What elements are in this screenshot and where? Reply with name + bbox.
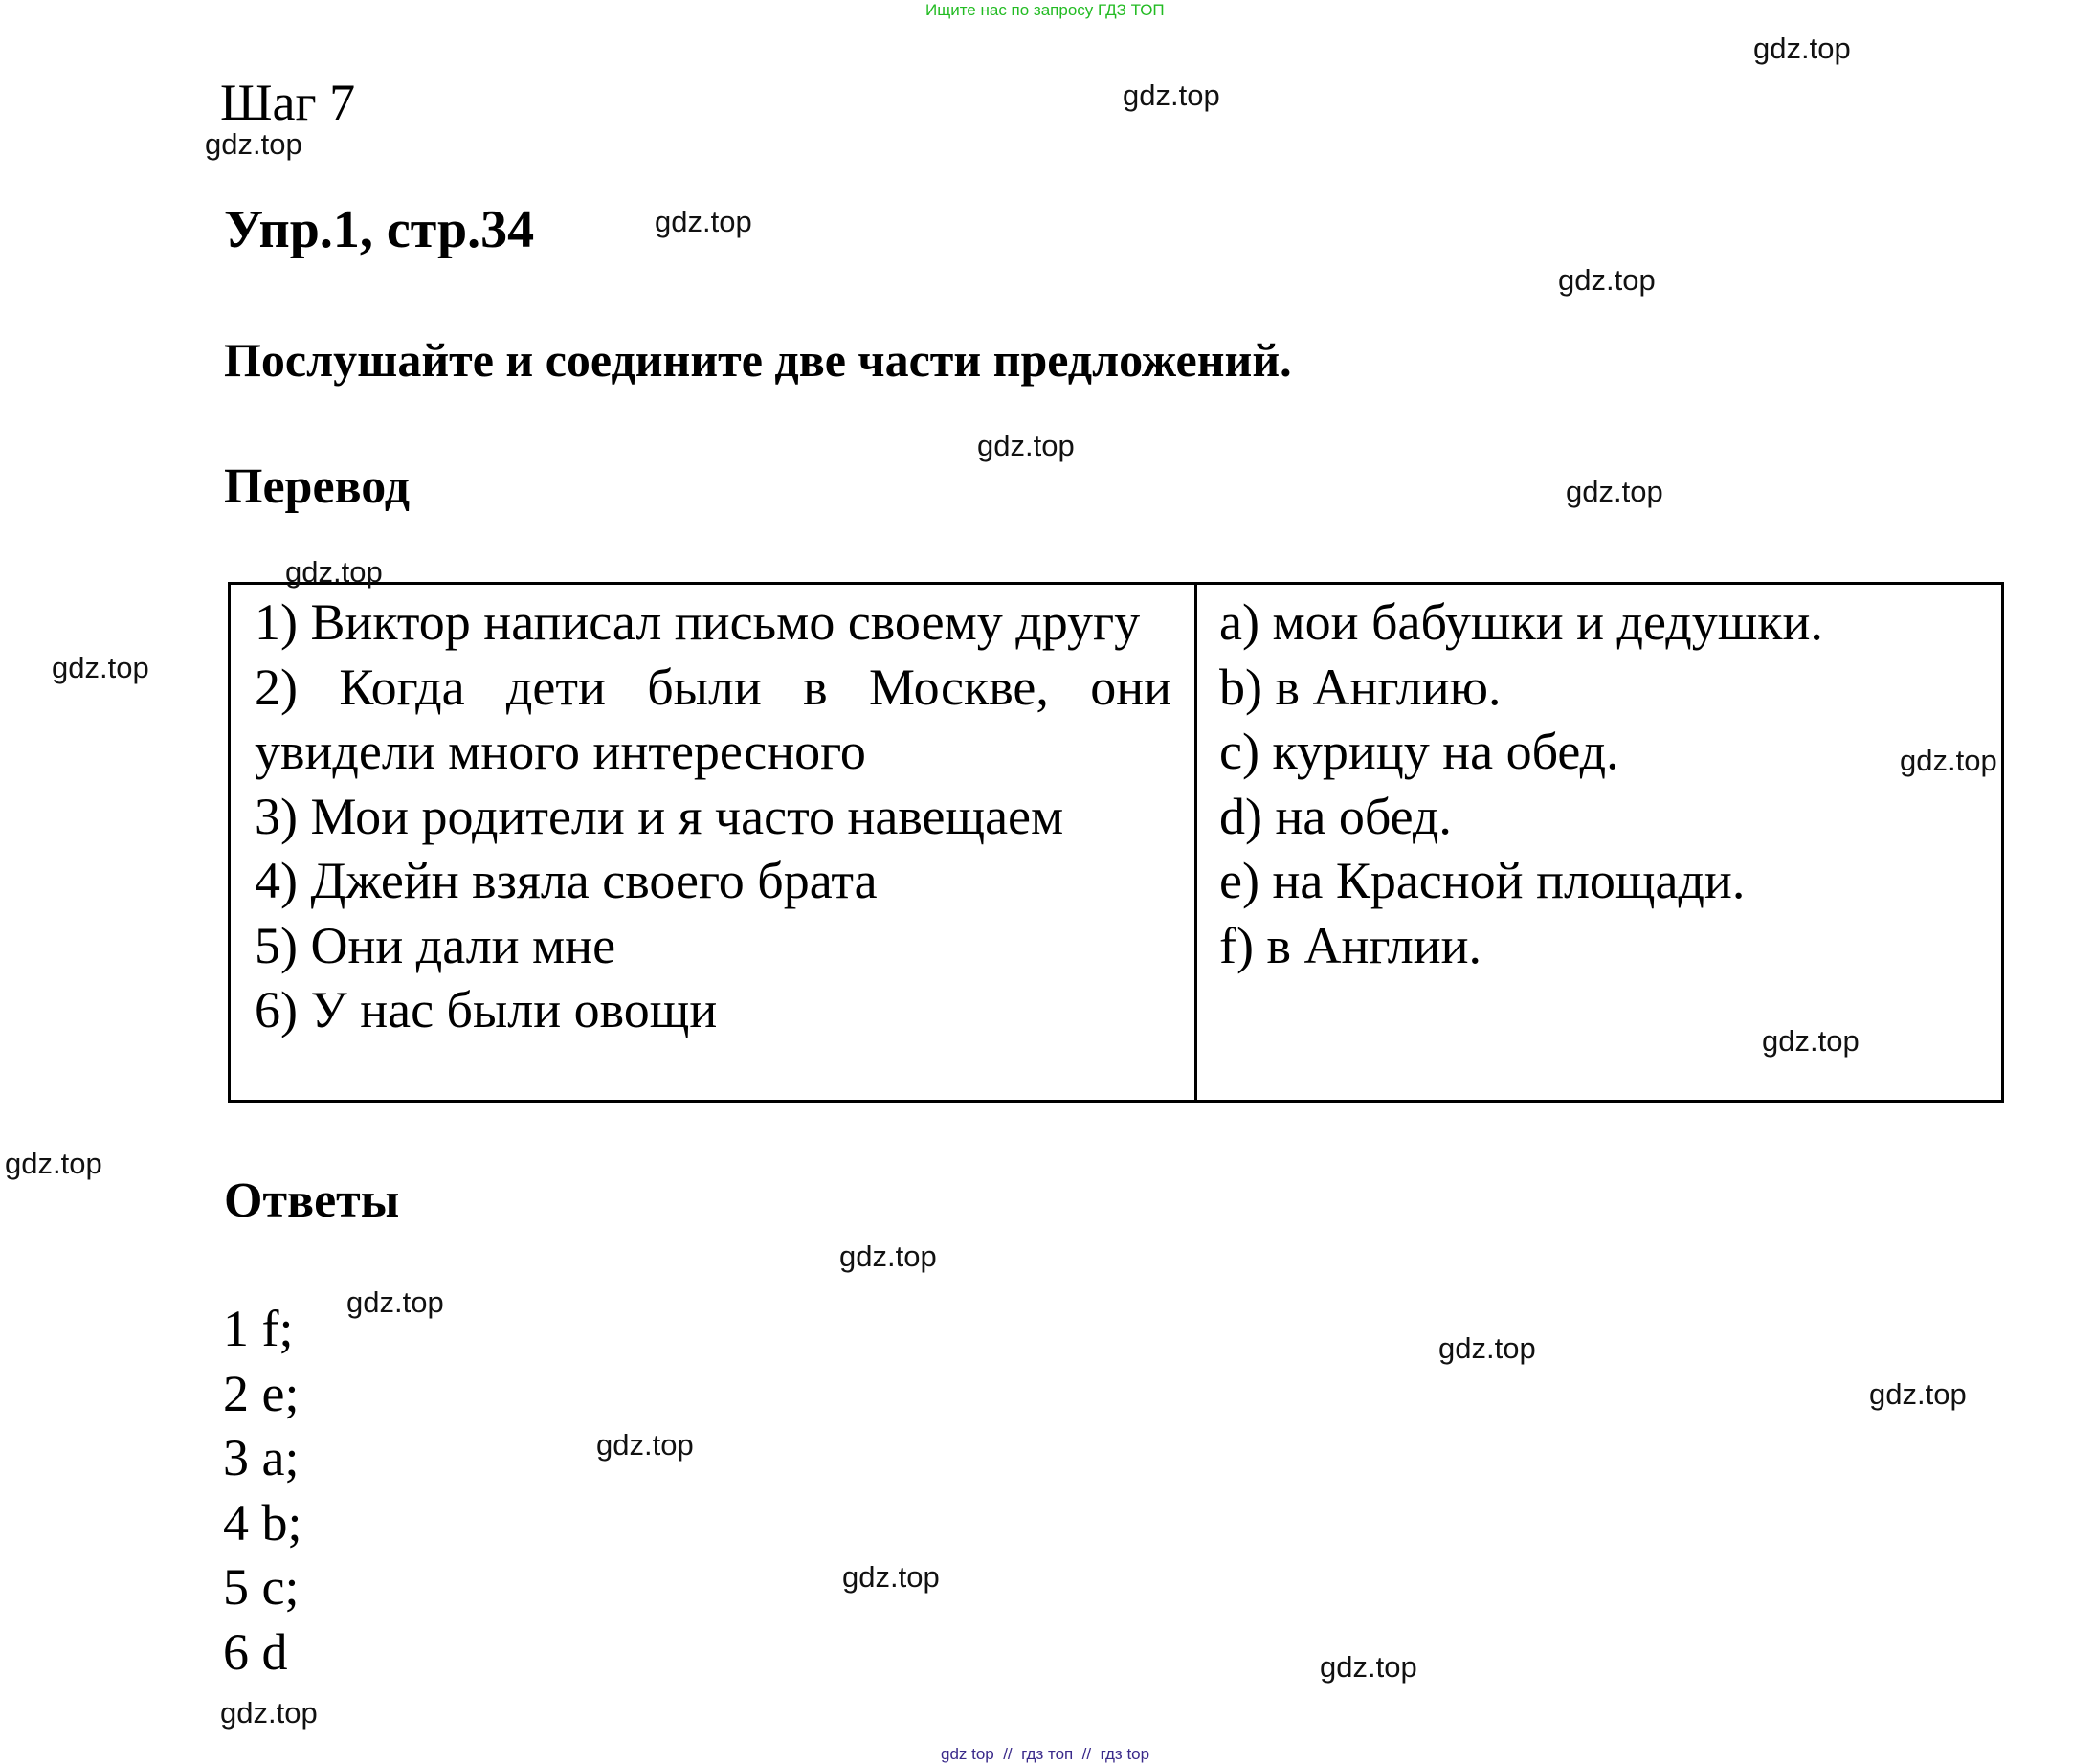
watermark: gdz.top xyxy=(1566,475,1663,508)
left-item-6: 6) У нас были овощи xyxy=(255,981,718,1038)
answer-item-6: 6 d xyxy=(223,1622,288,1681)
left-item-4: 4) Джейн взяла своего брата xyxy=(255,852,878,909)
watermark: gdz.top xyxy=(1558,263,1656,297)
translation-heading: Перевод xyxy=(224,459,411,514)
watermark: gdz.top xyxy=(346,1285,444,1319)
right-item-e: e) на Красной площади. xyxy=(1219,852,1746,909)
answer-item-1: 1 f; xyxy=(223,1300,294,1357)
right-item-b: b) в Англию. xyxy=(1219,658,1502,716)
task-instruction: Послушайте и соедините две части предложений. xyxy=(224,333,1292,387)
watermark: gdz.top xyxy=(655,205,752,238)
right-item-c: c) курицу на обед. xyxy=(1219,723,1619,780)
left-item-2: 2) Когда дети были в Москве, они увидели много интересного xyxy=(255,658,1171,780)
matching-table xyxy=(228,582,2004,1103)
answer-item-3: 3 a; xyxy=(223,1429,300,1486)
watermark: gdz.top xyxy=(1753,32,1851,65)
step-title: Шаг 7 xyxy=(220,74,356,131)
header-note: Ищите нас по запросу ГДЗ ТОП xyxy=(925,1,1165,19)
answer-item-4: 4 b; xyxy=(223,1493,302,1552)
right-item-d: d) на обед. xyxy=(1219,787,1452,845)
left-item-3: 3) Мои родители и я часто навещаем xyxy=(255,787,1064,845)
table-right-column xyxy=(1197,585,2001,1100)
watermark: gdz.top xyxy=(842,1560,940,1594)
watermark: gdz.top xyxy=(1438,1331,1536,1365)
watermark: gdz.top xyxy=(839,1239,937,1273)
right-item-a: a) мои бабушки и дедушки. xyxy=(1219,593,1823,651)
table-left-column xyxy=(231,585,1197,1100)
watermark: gdz.top xyxy=(5,1147,102,1180)
answer-item-2: 2 e; xyxy=(223,1364,300,1422)
watermark: gdz.top xyxy=(596,1428,694,1462)
watermark: gdz.top xyxy=(1762,1024,1860,1058)
watermark: gdz.top xyxy=(1900,744,1997,777)
watermark: gdz.top xyxy=(1869,1377,1967,1411)
watermark: gdz.top xyxy=(205,127,302,161)
left-item-1: 1) Виктор написал письмо своему другу xyxy=(255,593,1141,651)
watermark: gdz.top xyxy=(977,429,1075,462)
answers-list xyxy=(223,1297,302,1685)
watermark: gdz.top xyxy=(1320,1650,1417,1684)
answers-heading: Ответы xyxy=(224,1173,400,1228)
exercise-title: Упр.1, стр.34 xyxy=(224,200,535,259)
watermark: gdz.top xyxy=(52,651,149,684)
watermark: gdz.top xyxy=(1123,78,1220,112)
footer-note: gdz top // гдз топ // гдз top xyxy=(941,1745,1150,1763)
watermark: gdz.top xyxy=(285,555,383,589)
answer-item-5: 5 c; xyxy=(223,1558,300,1616)
watermark: gdz.top xyxy=(220,1696,318,1730)
left-item-5: 5) Они дали мне xyxy=(255,916,616,974)
right-item-f: f) в Англии. xyxy=(1219,916,1482,974)
